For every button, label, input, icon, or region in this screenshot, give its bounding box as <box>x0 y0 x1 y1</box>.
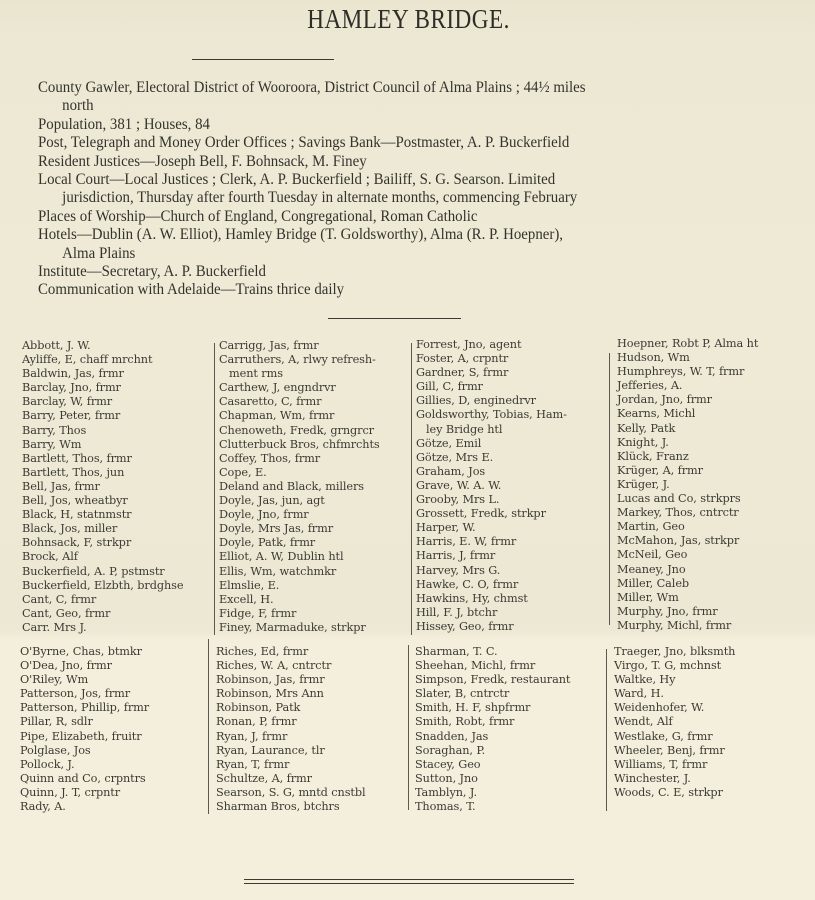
directory-entry <box>219 339 380 353</box>
directory-entry <box>416 507 567 521</box>
directory-column-3 <box>416 338 567 634</box>
entry-text: Graham, Jos <box>416 464 486 478</box>
directory-entry <box>415 673 570 687</box>
directory-entry <box>22 621 183 635</box>
directory-column-2 <box>216 645 365 814</box>
entry-text: Bohnsack, F, strkpr <box>22 536 132 550</box>
entry-text: Grave, W. A. W. <box>416 478 502 492</box>
directory-column-1 <box>22 339 183 635</box>
directory-entry <box>22 593 183 607</box>
intro-line-hotels <box>38 226 745 263</box>
entry-text: Pollock, J. <box>20 757 75 771</box>
entry-text: O'Byrne, Chas, btmkr <box>20 645 142 658</box>
entry-text: Carthew, J, engndrvr <box>219 381 336 395</box>
directory-entry <box>22 522 183 536</box>
entry-text: Coffey, Thos, frmr <box>219 451 321 465</box>
column-divider <box>606 649 607 811</box>
entry-text: Martin, Geo <box>617 520 685 534</box>
intro-line-location <box>38 79 745 116</box>
intro-line-justices: Resident Justices—Joseph Bell, F. Bohnsack, M. Finey <box>38 152 367 170</box>
directory-entry <box>416 380 567 394</box>
directory-entry <box>216 744 365 758</box>
directory-entry <box>219 579 380 593</box>
directory-entry <box>617 422 758 436</box>
entry-text: Wheeler, Benj, frmr <box>614 743 725 757</box>
intro-continuation: Alma Plains <box>62 244 136 262</box>
directory-entry <box>614 645 735 659</box>
directory-entry <box>219 536 380 550</box>
entry-text: Thomas, T. <box>415 800 476 814</box>
directory-entry <box>219 395 380 409</box>
entry-text: Slater, B, cntrctr <box>415 687 510 701</box>
directory-entry <box>22 395 183 409</box>
intro-line-local-court <box>38 171 745 208</box>
directory-entry <box>617 619 758 633</box>
directory-entry <box>22 424 183 438</box>
entry-text: Hawkins, Hy, chmst <box>416 591 528 605</box>
entry-text: Snadden, Jas <box>415 729 489 743</box>
directory-entry <box>20 701 149 715</box>
directory-entry <box>416 606 567 620</box>
entry-text: Kelly, Patk <box>617 421 676 435</box>
directory-entry <box>22 565 183 579</box>
entry-text: Traeger, Jno, blksmth <box>614 645 736 658</box>
entry-text: Cant, Geo, frmr <box>22 606 111 620</box>
entry-text: Ronan, P, frmr <box>216 715 297 729</box>
directory-entry <box>617 365 758 379</box>
entry-text: Excell, H. <box>219 592 274 606</box>
entry-text: Robinson, Mrs Ann <box>216 687 324 701</box>
intro-line-worship: Places of Worship—Church of England, Congregational, Roman Catholic <box>38 207 478 225</box>
entry-text: Götze, Emil <box>416 436 482 450</box>
entry-text: Wendt, Alf <box>614 715 673 729</box>
entry-text: Schultze, A, frmr <box>216 771 312 785</box>
directory-entry <box>22 550 183 564</box>
entry-text: Quinn, J. T, crpntr <box>20 785 121 799</box>
entry-text: McNeil, Geo <box>617 548 688 562</box>
entry-continuation: ment rms <box>229 367 283 381</box>
entry-text: Miller, Caleb <box>617 576 690 590</box>
directory-entry <box>20 715 149 729</box>
directory-column-2 <box>219 339 380 635</box>
directory-entry <box>22 508 183 522</box>
entry-text: Deland and Black, millers <box>219 479 364 493</box>
directory-entry <box>20 744 149 758</box>
entry-text: Gardner, S, frmr <box>416 366 509 380</box>
entry-text: McMahon, Jas, strkpr <box>617 534 740 548</box>
directory-entry <box>219 466 380 480</box>
directory-entry <box>617 351 758 365</box>
entry-text: Pillar, R, sdlr <box>20 715 93 729</box>
directory-entry <box>614 744 735 758</box>
entry-text: Riches, Ed, frmr <box>216 645 309 658</box>
directory-entry <box>617 393 758 407</box>
entry-text: Lucas and Co, strkprs <box>617 492 741 506</box>
entry-text: Ward, H. <box>614 687 664 701</box>
entry-text: Barry, Wm <box>22 437 82 451</box>
directory-entry <box>219 522 380 536</box>
town-summary <box>38 79 798 300</box>
directory-entry <box>22 438 183 452</box>
intro-text: Hotels—Dublin (A. W. Elliot), Hamley Bridge (T. Goldsworthy), Alma (R. P. Hoepner), <box>38 226 564 244</box>
entry-text: Harvey, Mrs G. <box>416 563 501 577</box>
entry-text: Carr. Mrs J. <box>22 620 87 634</box>
directory-entry <box>416 620 567 634</box>
intro-text: County Gawler, Electoral District of Wooroora, District Council of Alma Plains ; 44½ miles <box>38 79 586 96</box>
intro-line-post-office: Post, Telegraph and Money Order Offices ; Savings Bank—Postmaster, A. P. Buckerfield <box>38 134 570 152</box>
entry-text: Gillies, D, enginedrvr <box>416 394 536 408</box>
entry-text: Harris, J, frmr <box>416 549 496 563</box>
entry-text: Sutton, Jno <box>415 771 478 785</box>
directory-entry <box>617 407 758 421</box>
directory-entry <box>416 521 567 535</box>
entry-text: Krüger, A, frmr <box>617 463 703 477</box>
entry-text: Soraghan, P. <box>415 743 486 757</box>
column-divider <box>408 645 409 810</box>
entry-text: Williams, T, frmr <box>614 757 708 771</box>
directory-entry <box>416 394 567 408</box>
entry-text: Rady, A. <box>20 800 66 814</box>
entry-text: Chenoweth, Fredk, grngrcr <box>219 423 374 437</box>
directory-entry <box>416 535 567 549</box>
entry-text: Sharman Bros, btchrs <box>216 800 340 814</box>
directory-entry <box>219 438 380 452</box>
entry-text: Barry, Peter, frmr <box>22 409 121 423</box>
entry-text: Ellis, Wm, watchmkr <box>219 564 337 578</box>
entry-text: Buckerfield, Elzbth, brdghse <box>22 578 184 592</box>
directory-entry <box>216 730 365 744</box>
directory-entry <box>216 687 365 701</box>
entry-text: Goldsworthy, Tobias, Ham- <box>416 408 567 422</box>
entry-text: Searson, S. G, mntd cnstbl <box>216 785 366 799</box>
directory-entry <box>219 607 380 621</box>
page-title: HAMLEY BRIDGE. <box>307 4 510 34</box>
directory-entry <box>415 730 570 744</box>
directory-entry <box>20 800 149 814</box>
directory-entry <box>617 577 758 591</box>
directory-entry <box>216 715 365 729</box>
entry-text: Miller, Wm <box>617 590 679 604</box>
entry-text: Bartlett, Thos, jun <box>22 465 125 479</box>
column-divider <box>208 639 209 814</box>
directory-entry <box>20 758 149 772</box>
directory-entry <box>20 786 149 800</box>
directory-entry <box>416 465 567 479</box>
directory-entry <box>415 772 570 786</box>
directory-entry <box>416 352 567 366</box>
entry-text: Bartlett, Thos, frmr <box>22 451 132 465</box>
entry-text: Clutterbuck Bros, chfmrchts <box>219 437 380 451</box>
directory-entry <box>216 659 365 673</box>
directory-entry <box>219 565 380 579</box>
intro-text: Local Court—Local Justices ; Clerk, A. P. Buckerfield ; Bailiff, S. G. Searson. Limited <box>38 171 556 189</box>
directory-entry <box>416 338 567 352</box>
entry-text: Doyle, Jno, frmr <box>219 508 309 522</box>
entry-text: Hill, F. J, btchr <box>416 605 498 619</box>
directory-entry <box>416 437 567 451</box>
entry-text: Meaney, Jno <box>617 562 686 576</box>
directory-entry <box>415 758 570 772</box>
directory-entry <box>216 786 365 800</box>
entry-text: Jefferies, A. <box>617 379 683 393</box>
directory-entry <box>416 408 567 436</box>
entry-text: Cope, E. <box>219 465 267 479</box>
entry-text: Weidenhofer, W. <box>614 701 705 715</box>
entry-text: Forrest, Jno, agent <box>416 338 522 351</box>
directory-entry <box>617 492 758 506</box>
directory-entry <box>415 645 570 659</box>
entry-text: Elliot, A. W, Dublin htl <box>219 550 344 564</box>
directory-entry <box>614 715 735 729</box>
directory-entry <box>416 549 567 563</box>
directory-entry <box>22 452 183 466</box>
entry-text: Murphy, Jno, frmr <box>617 604 718 618</box>
directory-entry <box>617 450 758 464</box>
directory-entry <box>22 409 183 423</box>
directory-entry <box>415 744 570 758</box>
entry-text: Murphy, Michl, frmr <box>617 618 732 632</box>
entry-text: Humphreys, W. T, frmr <box>617 365 745 379</box>
directory-entry <box>614 772 735 786</box>
directory-entry <box>614 701 735 715</box>
entry-text: Patterson, Phillip, frmr <box>20 701 150 715</box>
section-rule <box>328 318 461 319</box>
directory-entry <box>416 451 567 465</box>
entry-text: Bell, Jas, frmr <box>22 479 100 493</box>
directory-entry <box>416 479 567 493</box>
directory-entry <box>219 480 380 494</box>
entry-text: Brock, Alf <box>22 550 78 564</box>
directory-entry <box>617 464 758 478</box>
directory-entry <box>216 645 365 659</box>
entry-text: Woods, C. E, strkpr <box>614 785 723 799</box>
directory-entry <box>22 466 183 480</box>
entry-text: Finey, Marmaduke, strkpr <box>219 620 366 634</box>
entry-text: Smith, H. F, shpfrmr <box>415 701 531 715</box>
entry-text: Ryan, Laurance, tlr <box>216 743 325 757</box>
entry-text: Klück, Franz <box>617 449 689 463</box>
entry-text: Sharman, T. C. <box>415 645 498 658</box>
entry-text: Ryan, J, frmr <box>216 729 288 743</box>
entry-text: Markey, Thos, cntrctr <box>617 506 739 520</box>
directory-entry <box>614 659 735 673</box>
directory-entry <box>219 508 380 522</box>
directory-entry <box>416 493 567 507</box>
directory-entry <box>415 786 570 800</box>
directory-entry <box>20 772 149 786</box>
entry-text: Chapman, Wm, frmr <box>219 409 335 423</box>
end-rule <box>244 879 574 884</box>
entry-text: Robinson, Jas, frmr <box>216 673 325 687</box>
directory-entry <box>219 452 380 466</box>
directory-entry <box>22 494 183 508</box>
entry-text: Casaretto, C, frmr <box>219 395 322 409</box>
directory-entry <box>22 381 183 395</box>
entry-text: Winchester, J. <box>614 771 691 785</box>
directory-entry <box>219 424 380 438</box>
entry-text: Grooby, Mrs L. <box>416 493 500 507</box>
directory-entry <box>614 687 735 701</box>
directory-entry <box>219 409 380 423</box>
entry-text: Elmslie, E. <box>219 578 280 592</box>
directory-entry <box>617 337 758 351</box>
directory-entry <box>22 607 183 621</box>
directory-column-4 <box>617 337 758 633</box>
directory-entry <box>20 687 149 701</box>
directory-entry <box>20 645 149 659</box>
intro-continuation: north <box>62 97 94 115</box>
entry-text: Pipe, Elizabeth, fruitr <box>20 729 142 743</box>
directory-entry <box>617 520 758 534</box>
directory-entry <box>22 367 183 381</box>
directory-entry <box>216 772 365 786</box>
column-divider <box>609 353 610 625</box>
entry-text: Ryan, T, frmr <box>216 757 290 771</box>
entry-text: Robinson, Patk <box>216 701 301 715</box>
entry-text: Barry, Thos <box>22 423 87 437</box>
directory-entry <box>617 534 758 548</box>
directory-entry <box>617 478 758 492</box>
entry-text: Hoepner, Robt P, Alma ht <box>617 337 759 350</box>
directory-entry <box>415 800 570 814</box>
directory-entry <box>20 659 149 673</box>
entry-text: Harper, W. <box>416 521 476 535</box>
entry-text: Hissey, Geo, frmr <box>416 619 514 633</box>
directory-entry <box>219 550 380 564</box>
entry-text: Harris, E. W, frmr <box>416 535 517 549</box>
entry-text: Jordan, Jno, frmr <box>617 393 712 407</box>
directory-entry <box>617 436 758 450</box>
entry-text: Carruthers, A, rlwy refresh- <box>219 353 376 367</box>
entry-text: Bell, Jos, wheatbyr <box>22 494 128 508</box>
directory-entry <box>219 593 380 607</box>
directory-entry <box>20 730 149 744</box>
entry-text: Doyle, Mrs Jas, frmr <box>219 522 334 536</box>
directory-entry <box>614 730 735 744</box>
directory-entry <box>617 506 758 520</box>
entry-text: Black, Jos, miller <box>22 522 118 536</box>
entry-text: Abbott, J. W. <box>22 339 91 352</box>
entry-text: Götze, Mrs E. <box>416 450 494 464</box>
entry-text: Tamblyn, J. <box>415 785 477 799</box>
directory-entry <box>216 758 365 772</box>
entry-text: Polglase, Jos <box>20 743 91 757</box>
entry-text: Hawke, C. O, frmr <box>416 577 519 591</box>
entry-text: Doyle, Jas, jun, agt <box>219 494 325 508</box>
entry-text: Waltke, Hy <box>614 673 676 687</box>
entry-text: Cant, C, frmr <box>22 592 97 606</box>
intro-line-population: Population, 381 ; Houses, 84 <box>38 115 210 133</box>
directory-entry <box>219 621 380 635</box>
entry-text: Kearns, Michl <box>617 407 696 421</box>
directory-entry <box>416 366 567 380</box>
intro-line-communication: Communication with Adelaide—Trains thrice daily <box>38 281 345 299</box>
directory-entry <box>22 353 183 367</box>
directory-entry <box>416 564 567 578</box>
directory-entry <box>216 800 365 814</box>
entry-text: Barclay, Jno, frmr <box>22 381 121 395</box>
intro-line-institute: Institute—Secretary, A. P. Buckerfield <box>38 263 266 281</box>
entry-text: O'Riley, Wm <box>20 673 89 687</box>
entry-text: Hudson, Wm <box>617 351 690 365</box>
title-rule <box>192 59 334 60</box>
entry-text: Barclay, W, frmr <box>22 395 113 409</box>
entry-text: Buckerfield, A. P, pstmstr <box>22 564 165 578</box>
directory-entry <box>416 578 567 592</box>
directory-entry <box>219 381 380 395</box>
entry-text: Knight, J. <box>617 435 669 449</box>
entry-text: Carrigg, Jas, frmr <box>219 339 319 352</box>
directory-entry <box>219 353 380 381</box>
directory-entry <box>415 715 570 729</box>
directory-entry <box>22 536 183 550</box>
directory-column-3 <box>415 645 570 814</box>
directory-entry <box>22 480 183 494</box>
entry-text: Ayliffe, E, chaff mrchnt <box>22 353 153 367</box>
directory-entry <box>617 605 758 619</box>
entry-text: Grossett, Fredk, strkpr <box>416 507 546 521</box>
directory-entry <box>416 592 567 606</box>
directory-entry <box>614 673 735 687</box>
entry-text: Fidge, F, frmr <box>219 606 297 620</box>
directory-entry <box>216 673 365 687</box>
entry-text: Black, H, statnmstr <box>22 508 132 522</box>
entry-text: Gill, C, frmr <box>416 380 483 394</box>
column-divider <box>214 343 215 635</box>
directory-entry <box>216 701 365 715</box>
directory-entry <box>617 563 758 577</box>
entry-text: Baldwin, Jas, frmr <box>22 367 124 381</box>
intro-continuation: jurisdiction, Thursday after fourth Tuesday in alternate months, commencing February <box>62 189 578 207</box>
directory-entry <box>415 701 570 715</box>
directory-entry <box>20 673 149 687</box>
directory-column-4 <box>614 645 735 800</box>
directory-entry <box>219 494 380 508</box>
entry-text: Krüger, J. <box>617 477 670 491</box>
directory-entry <box>415 687 570 701</box>
directory-entry <box>22 339 183 353</box>
entry-text: Simpson, Fredk, restaurant <box>415 673 571 687</box>
entry-text: Virgo, T. G, mchnst <box>614 659 722 673</box>
directory-entry <box>22 579 183 593</box>
directory-entry <box>614 786 735 800</box>
entry-text: Foster, A, crpntr <box>416 352 509 366</box>
column-divider <box>411 343 412 635</box>
entry-text: Westlake, G, frmr <box>614 729 713 743</box>
entry-text: Doyle, Patk, frmr <box>219 536 316 550</box>
directory-entry <box>415 659 570 673</box>
directory-column-1 <box>20 645 149 814</box>
entry-text: Smith, Robt, frmr <box>415 715 515 729</box>
entry-continuation: ley Bridge htl <box>426 422 503 436</box>
entry-text: Patterson, Jos, frmr <box>20 687 131 701</box>
directory-entry <box>617 591 758 605</box>
entry-text: Stacey, Geo <box>415 757 481 771</box>
entry-text: O'Dea, Jno, frmr <box>20 659 112 673</box>
entry-text: Riches, W. A, cntrctr <box>216 659 332 673</box>
directory-entry <box>617 379 758 393</box>
entry-text: Sheehan, Michl, frmr <box>415 659 536 673</box>
directory-entry <box>614 758 735 772</box>
entry-text: Quinn and Co, crpntrs <box>20 771 146 785</box>
directory-entry <box>617 548 758 562</box>
